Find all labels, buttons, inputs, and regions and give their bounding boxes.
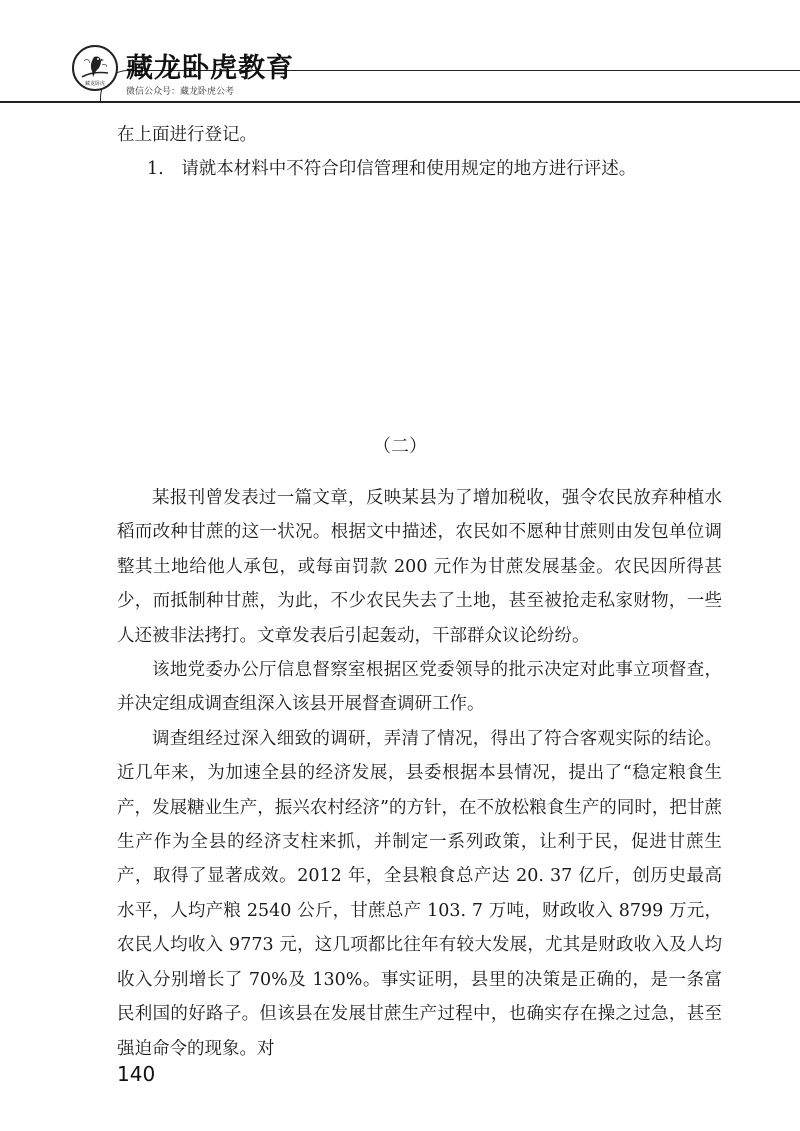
top-content [117,118,722,186]
paragraph-3: 调查组经过深入细致的调研，弄清了情况，得出了符合客观实际的结论。近几年来，为加速全县的经济发展，县委根据本县情况，提出了“稳定粮食生产，发展糖业生产，振兴农村经济”的方针，在不放松粮食生产的同时，把甘蔗生产作为全县的经济支柱来抓，并制定一系列政策，让利于民，促进甘蔗生产，取得了显著成效。2012 年，全县粮食总产达 20. 37 亿斤，创历史最高水平，人均产粮 2540 公斤，甘蔗总产 103. 7 万吨，财政收入 8799 万元，农民人均收入 9773 元，这几项都比往年有较大发展，尤其是财政收入及人均收入分别增长了 70%及 130%。事实证明，县里的决策是正确的，是一条富民利国的好路子。但该县在发展甘蔗生产过程中，也确实存在操之过急，甚至强迫命令的现象。对 [117,728,722,1059]
logo-caption: 藏龙卧虎 [84,81,105,87]
page-number: 140 [117,1062,156,1086]
material-body [117,481,722,1066]
brand-title: 藏龙卧虎教育 [126,53,294,84]
page-header [0,0,800,104]
question-1: 1. 请就本材料中不符合印信管理和使用规定的地方进行评述。 [147,159,637,179]
section-heading: （二） [373,436,427,457]
paragraph-1: 某报刊曾发表过一篇文章，反映某县为了增加税收，强令农民放弃种植水稻而改种甘蔗的这一状况。根据文中描述，农民如不愿种甘蔗则由发包单位调整其土地给他人承包，或每亩罚款 200 元作为甘蔗发展基金。农民因所得甚少，而抵制种甘蔗，为此，不少农民失去了土地，甚至被抢走私家财物，一些人还被非法拷打。文章发表后引起轰动，干部群众议论纷纷。 [117,488,722,646]
brand-subtitle: 微信公众号：藏龙卧虎公考 [126,87,235,97]
continuation-line: 在上面进行登记。 [117,125,257,145]
header-rule [0,101,800,103]
paragraph-2: 该地党委办公厅信息督察室根据区党委领导的批示决定对此事立项督查，并决定组成调查组深入该县开展督查调研工作。 [117,660,722,715]
brand-logo [72,45,118,91]
